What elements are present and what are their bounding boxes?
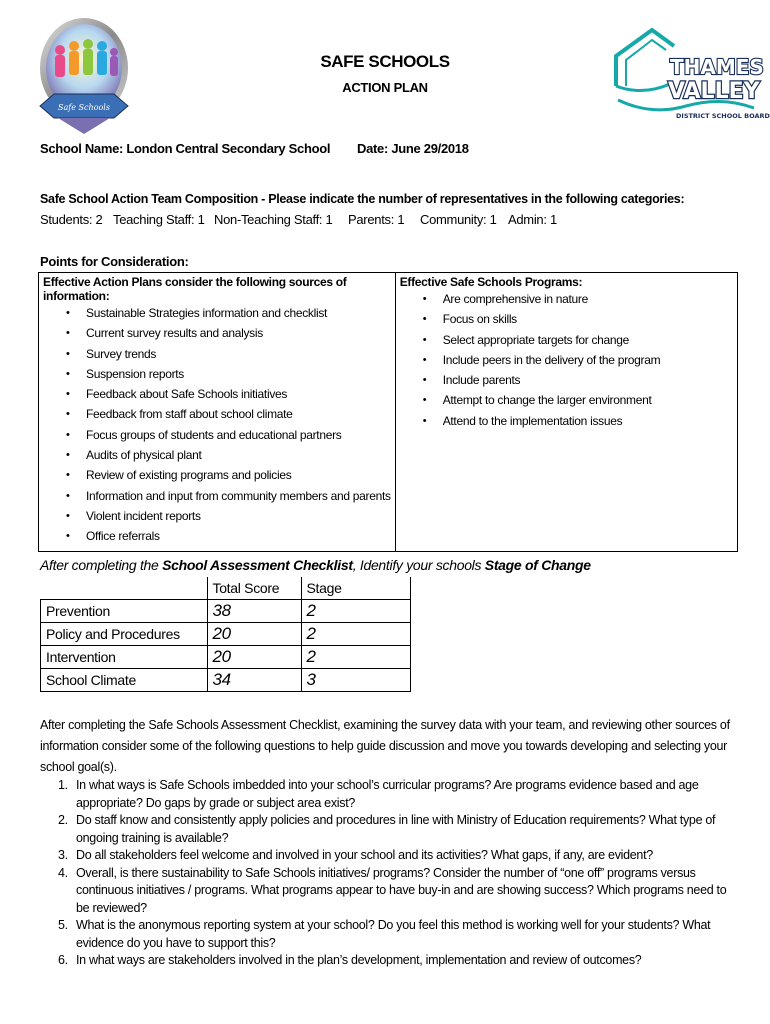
points-table [38, 272, 738, 552]
question-number: 5. [58, 918, 68, 932]
question-text: In what ways is Safe Schools imbedded into your school’s curricular programs? Are programs evidence based and age appropriate? Do gaps by grade or subject area exist? [76, 778, 699, 810]
action-plan-source-item: • Office referrals [43, 526, 391, 546]
logo-word-board: DISTRICT SCHOOL BOARD [676, 112, 770, 120]
program-trait-item: • Include parents [400, 370, 733, 390]
question-text: Do all stakeholders feel welcome and involved in your school and its activities? What gaps, if any, are evident? [76, 848, 653, 862]
stage-row-label: Prevention [41, 600, 208, 623]
action-plan-source-item: • Survey trends [43, 344, 391, 364]
stage-row-stage: 2 [301, 623, 410, 646]
safe-schools-logo [36, 14, 132, 140]
program-trait-item: • Are comprehensive in nature [400, 289, 733, 309]
page-title: SAFE SCHOOLS [320, 52, 450, 71]
page-subtitle: ACTION PLAN [342, 80, 428, 95]
program-trait-item: • Attempt to change the larger environment [400, 390, 733, 410]
program-trait-item: • Include peers in the delivery of the program [400, 350, 733, 370]
count-students: Students: 2 [40, 212, 103, 227]
question-text: In what ways are stakeholders involved in the plan’s development, implementation and review of outcomes? [76, 953, 642, 967]
question-number: 1. [58, 778, 68, 792]
action-plans-cell [39, 273, 396, 552]
stage-row-label: Policy and Procedures [41, 623, 208, 646]
questions-list [40, 777, 730, 970]
question-item [40, 812, 730, 847]
action-plans-list [43, 303, 391, 547]
stage-row-score: 38 [207, 600, 301, 623]
points-heading: Points for Consideration: [40, 254, 189, 269]
count-community: Community: 1 [420, 212, 497, 227]
stage-heading [40, 557, 591, 573]
action-plan-source-item: • Current survey results and analysis [43, 323, 391, 343]
stage-row-label: Intervention [41, 646, 208, 669]
stage-row-score: 34 [207, 669, 301, 692]
action-plan-source-item: • Focus groups of students and educational partners [43, 425, 391, 445]
school-name: School Name: London Central Secondary School [40, 141, 331, 156]
stage-row-stage: 2 [301, 600, 410, 623]
question-item [40, 777, 730, 812]
question-text: Do staff know and consistently apply policies and procedures in line with Ministry of Education requirements? What type of ongoing training is available? [76, 813, 716, 845]
program-trait-item: • Attend to the implementation issues [400, 411, 733, 431]
question-number: 4. [58, 865, 68, 880]
total-score-header: Total Score [207, 577, 301, 600]
action-plan-source-item: • Sustainable Strategies information and checklist [43, 303, 391, 323]
question-item [40, 847, 730, 865]
count-non-teaching-staff: Non-Teaching Staff: 1 [214, 212, 333, 227]
logo-word-valley: VALLEY [668, 79, 760, 104]
action-plan-source-item: • Violent incident reports [43, 506, 391, 526]
stage-heading-stage: Stage of Change [484, 557, 591, 573]
stage-row [41, 623, 411, 646]
count-admin: Admin: 1 [508, 212, 557, 227]
stage-row [41, 669, 411, 692]
question-item [40, 952, 730, 970]
question-item [40, 917, 730, 952]
intro-paragraph: After completing the Safe Schools Assessment Checklist, examining the survey data with your team, and reviewing other sources of information consider some of the following questions to help guide discussion and move you towards developing and selecting your school goal(s). [40, 718, 730, 774]
logo-text: Safe Schools [58, 103, 110, 112]
action-plan-source-item: • Audits of physical plant [43, 445, 391, 465]
program-trait-item: • Select appropriate targets for change [400, 330, 733, 350]
action-plan-source-item: • Review of existing programs and policies [43, 465, 391, 485]
stage-header: Stage [301, 577, 410, 600]
question-number: 3. [58, 848, 68, 862]
stage-row [41, 646, 411, 669]
stage-heading-text: After completing the [40, 557, 163, 573]
stage-heading-checklist: School Assessment Checklist [162, 557, 353, 573]
question-number: 6. [58, 953, 68, 967]
stage-row-stage: 3 [301, 669, 410, 692]
question-text: Overall, is there sustainability to Safe Schools initiatives/ programs? Consider the number of “one off” programs versus continuous initiatives / programs. What programs appear to have buy-in and are showing success? Which programs need to be reviewed? [76, 865, 727, 915]
stage-row-score: 20 [207, 646, 301, 669]
stage-table-corner [41, 577, 208, 600]
plan-date: Date: June 29/2018 [357, 141, 469, 156]
question-text: What is the anonymous reporting system at your school? Do you feel this method is working well for your students? What evidence do you have to support this? [76, 918, 711, 950]
programs-cell [395, 273, 737, 552]
count-parents: Parents: 1 [348, 212, 405, 227]
tvdsb-logo [612, 26, 770, 126]
logo-word-thames: THAMES [670, 55, 764, 79]
stage-row-stage: 2 [301, 646, 410, 669]
question-number: 2. [58, 813, 68, 827]
stage-row-score: 20 [207, 623, 301, 646]
count-teaching-staff: Teaching Staff: 1 [113, 212, 205, 227]
stage-table [40, 577, 411, 692]
action-plan-source-item: • Feedback about Safe Schools initiatives [43, 384, 391, 404]
action-plan-source-item: • Feedback from staff about school climate [43, 404, 391, 424]
composition-heading: Safe School Action Team Composition - Please indicate the number of representatives in the following categories: [40, 192, 685, 206]
action-plan-source-item: • Suspension reports [43, 364, 391, 384]
action-plan-source-item: • Information and input from community members and parents [43, 486, 391, 506]
action-plans-header: Effective Action Plans consider the following sources of information: [43, 275, 347, 303]
question-item [40, 865, 730, 918]
stage-row-label: School Climate [41, 669, 208, 692]
stage-row [41, 600, 411, 623]
program-trait-item: • Focus on skills [400, 309, 733, 329]
stage-heading-text: , Identify your schools [352, 557, 485, 573]
programs-header: Effective Safe Schools Programs: [399, 275, 583, 289]
programs-list [400, 289, 733, 431]
